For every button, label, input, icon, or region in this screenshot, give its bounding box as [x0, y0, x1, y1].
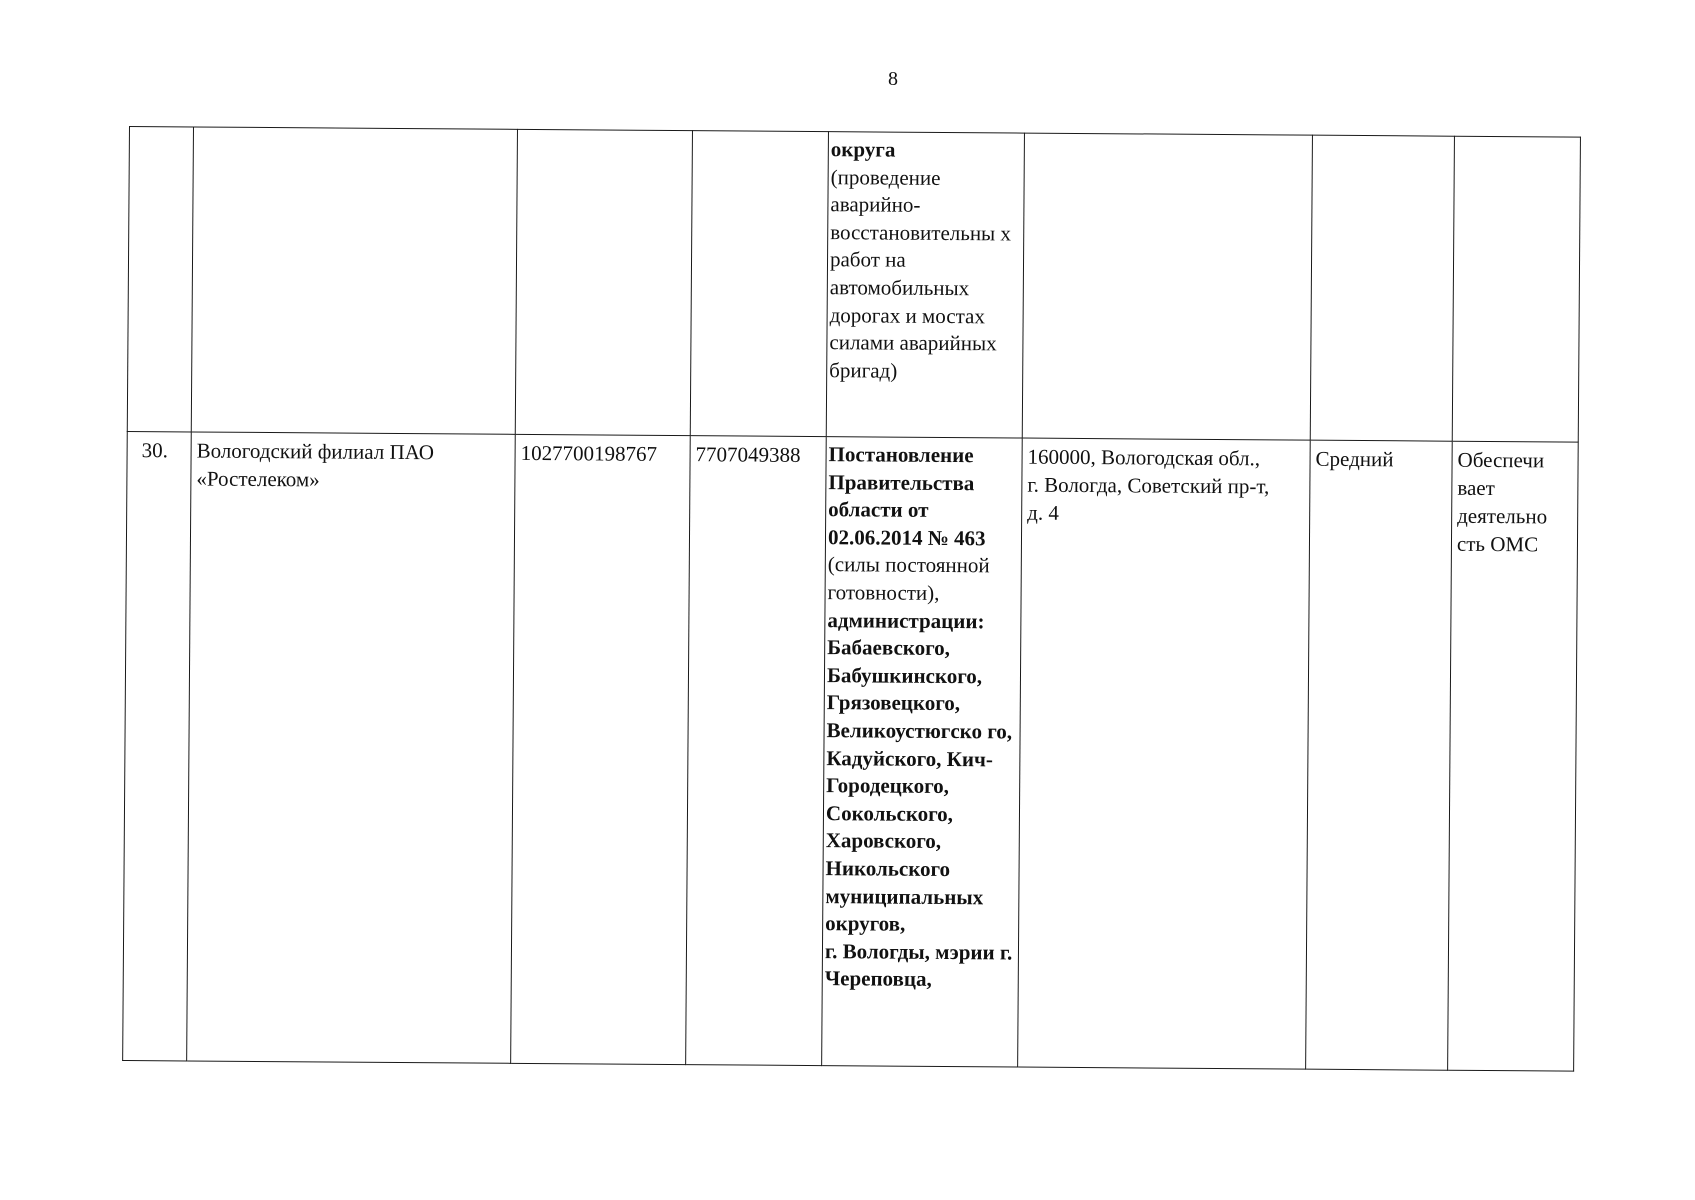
cell-level: Средний: [1306, 440, 1453, 1070]
page-number: 8: [888, 68, 898, 90]
cell-inn: [690, 131, 828, 437]
basis-bold-text: Постановление Правительства области от 02.06.2014 № 463: [827, 442, 986, 551]
cell-function: [1452, 136, 1580, 442]
cell-ogrn: [515, 129, 692, 435]
basis-text: (силы постоянной готовности),: [827, 552, 990, 605]
cell-address: [1018, 438, 1311, 1069]
cell-basis: [826, 132, 1024, 438]
basis-bold-text: округа: [830, 137, 896, 162]
cell-address: [1022, 133, 1312, 440]
table-row: [123, 431, 1579, 1071]
table-row: [127, 127, 1580, 443]
cell-number: 30.: [123, 431, 192, 1060]
address-line: 160000, Вологодская обл.,: [1027, 444, 1261, 471]
address-line: г. Вологда, Советский пр-т,: [1027, 472, 1270, 499]
cell-name: [191, 127, 517, 434]
data-table: [122, 126, 1581, 1072]
cell-level: [1310, 135, 1454, 441]
basis-bold-text: администрации: Бабаевского, Бабушкинского, Грязовецкого, Великоустюгско го, Кадуйского, Кич- Городецкого, Сокольского, Харовского, Никольского муниципальных округов,: [825, 607, 1013, 936]
basis-bold-text: г. Вологды, мэрии г. Череповца,: [824, 938, 1013, 992]
cell-ogrn: 1027700198767: [511, 434, 691, 1064]
address-line: д. 4: [1027, 500, 1059, 525]
cell-name: Вологодский филиал ПАО «Ростелеком»: [187, 432, 516, 1063]
cell-number: [127, 127, 193, 432]
basis-text: (проведение аварийно-восстановительны х работ на автомобильных дорогах и мостах силами аварийных бригад): [829, 164, 1012, 383]
cell-basis: [822, 437, 1023, 1067]
cell-inn: 7707049388: [686, 436, 827, 1066]
cell-function: Обеспечи вает деятельно сть ОМС: [1448, 441, 1579, 1071]
